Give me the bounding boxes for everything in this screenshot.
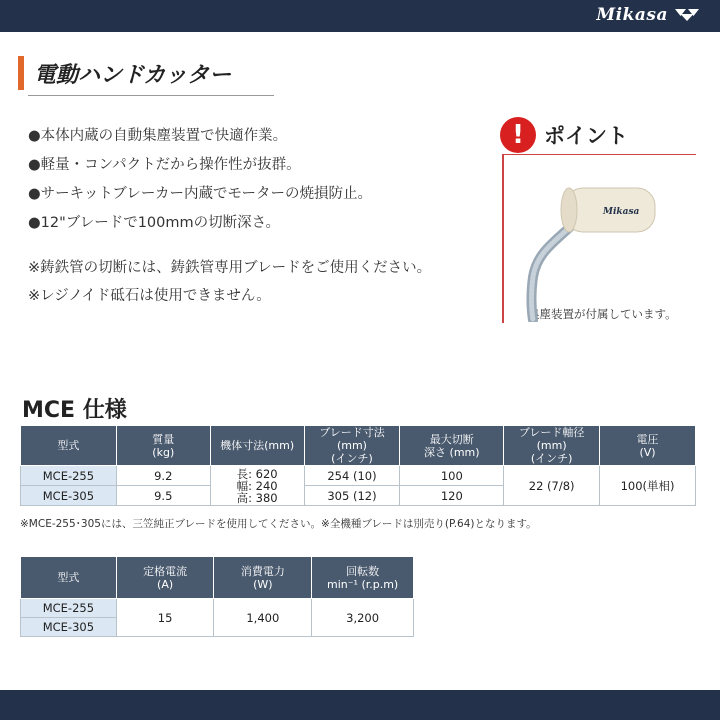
bottom-footer-bar <box>0 690 720 720</box>
brand-logo <box>596 5 700 25</box>
depth-cell: 120 <box>400 486 504 506</box>
feature-item: ●サーキットブレーカー内蔵でモーターの焼損防止。 <box>28 186 372 202</box>
current-cell: 15 <box>116 599 214 637</box>
caution-notes <box>28 254 431 310</box>
brand-mark-icon <box>674 8 700 22</box>
exclamation-icon: ! <box>500 117 536 153</box>
top-header-bar <box>0 0 720 32</box>
table-row <box>21 599 414 618</box>
spec-header-row <box>21 426 696 466</box>
spec-footnote: ※MCE-255･305には、三笠純正ブレードを使用してください。※全機種ブレードは別売り(P.64)となります。 <box>20 518 537 530</box>
model-cell: MCE-255 <box>21 466 117 486</box>
feature-list <box>28 122 372 238</box>
caution-note: ※レジノイド砥石は使用できません。 <box>28 288 271 304</box>
table-row <box>21 466 696 486</box>
model-cell: MCE-255 <box>21 599 117 618</box>
model-cell: MCE-305 <box>21 486 117 506</box>
section-title: 電動ハンドカッター <box>34 63 232 88</box>
brand-name: Mikasa <box>596 5 668 25</box>
header-current: 定格電流 (A) <box>116 557 214 599</box>
voltage-cell: 100(単相) <box>600 466 696 506</box>
depth-cell: 100 <box>400 466 504 486</box>
feature-item: ●軽量・コンパクトだから操作性が抜群。 <box>28 157 301 173</box>
header-rpm: 回転数 min⁻¹ (r.p.m) <box>312 557 414 599</box>
header-voltage: 電圧 (V) <box>600 426 696 466</box>
rpm-cell: 3,200 <box>312 599 414 637</box>
dimensions-cell <box>210 466 304 506</box>
header-power: 消費電力 (W) <box>214 557 312 599</box>
point-caption: 集塵装置が付属しています。 <box>528 307 677 321</box>
dimension-height: 高: 380 <box>236 490 278 505</box>
header-cut-depth: 最大切断 深さ (mm) <box>400 426 504 466</box>
shaft-cell: 22 (7/8) <box>504 466 600 506</box>
blade-cell: 305 (12) <box>304 486 400 506</box>
feature-item: ●12"ブレードで100mmの切断深さ。 <box>28 215 281 231</box>
header-dimensions: 機体寸法(mm) <box>210 426 304 466</box>
header-mass: 質量 (kg) <box>116 426 210 466</box>
point-label: ポイント <box>544 124 628 148</box>
model-cell: MCE-305 <box>21 618 117 637</box>
dust-collector-image <box>525 182 665 322</box>
electrical-spec-table <box>20 556 414 637</box>
header-shaft-dia: ブレード軸径 (mm) (インチ) <box>504 426 600 466</box>
header-model: 型式 <box>21 426 117 466</box>
section-heading <box>18 54 258 94</box>
power-cell: 1,400 <box>214 599 312 637</box>
spec-heading: MCE 仕様 <box>22 398 127 423</box>
mass-cell: 9.2 <box>116 466 210 486</box>
bag-logo: Mikasa <box>603 207 640 217</box>
mass-cell: 9.5 <box>116 486 210 506</box>
caution-note: ※鋳鉄管の切断には、鋳鉄管専用ブレードをご使用ください。 <box>28 260 432 276</box>
header-model: 型式 <box>21 557 117 599</box>
heading-underline <box>28 95 274 96</box>
blade-cell: 254 (10) <box>304 466 400 486</box>
dimension-length: 長: 620 <box>236 466 278 481</box>
electrical-header-row <box>21 557 414 599</box>
spec-table <box>20 425 696 506</box>
heading-accent-bar <box>18 56 24 90</box>
header-blade-size: ブレード寸法 (mm) (インチ) <box>304 426 400 466</box>
feature-item: ●本体内蔵の自動集塵装置で快適作業。 <box>28 128 288 144</box>
dimension-width: 幅: 240 <box>236 478 278 493</box>
